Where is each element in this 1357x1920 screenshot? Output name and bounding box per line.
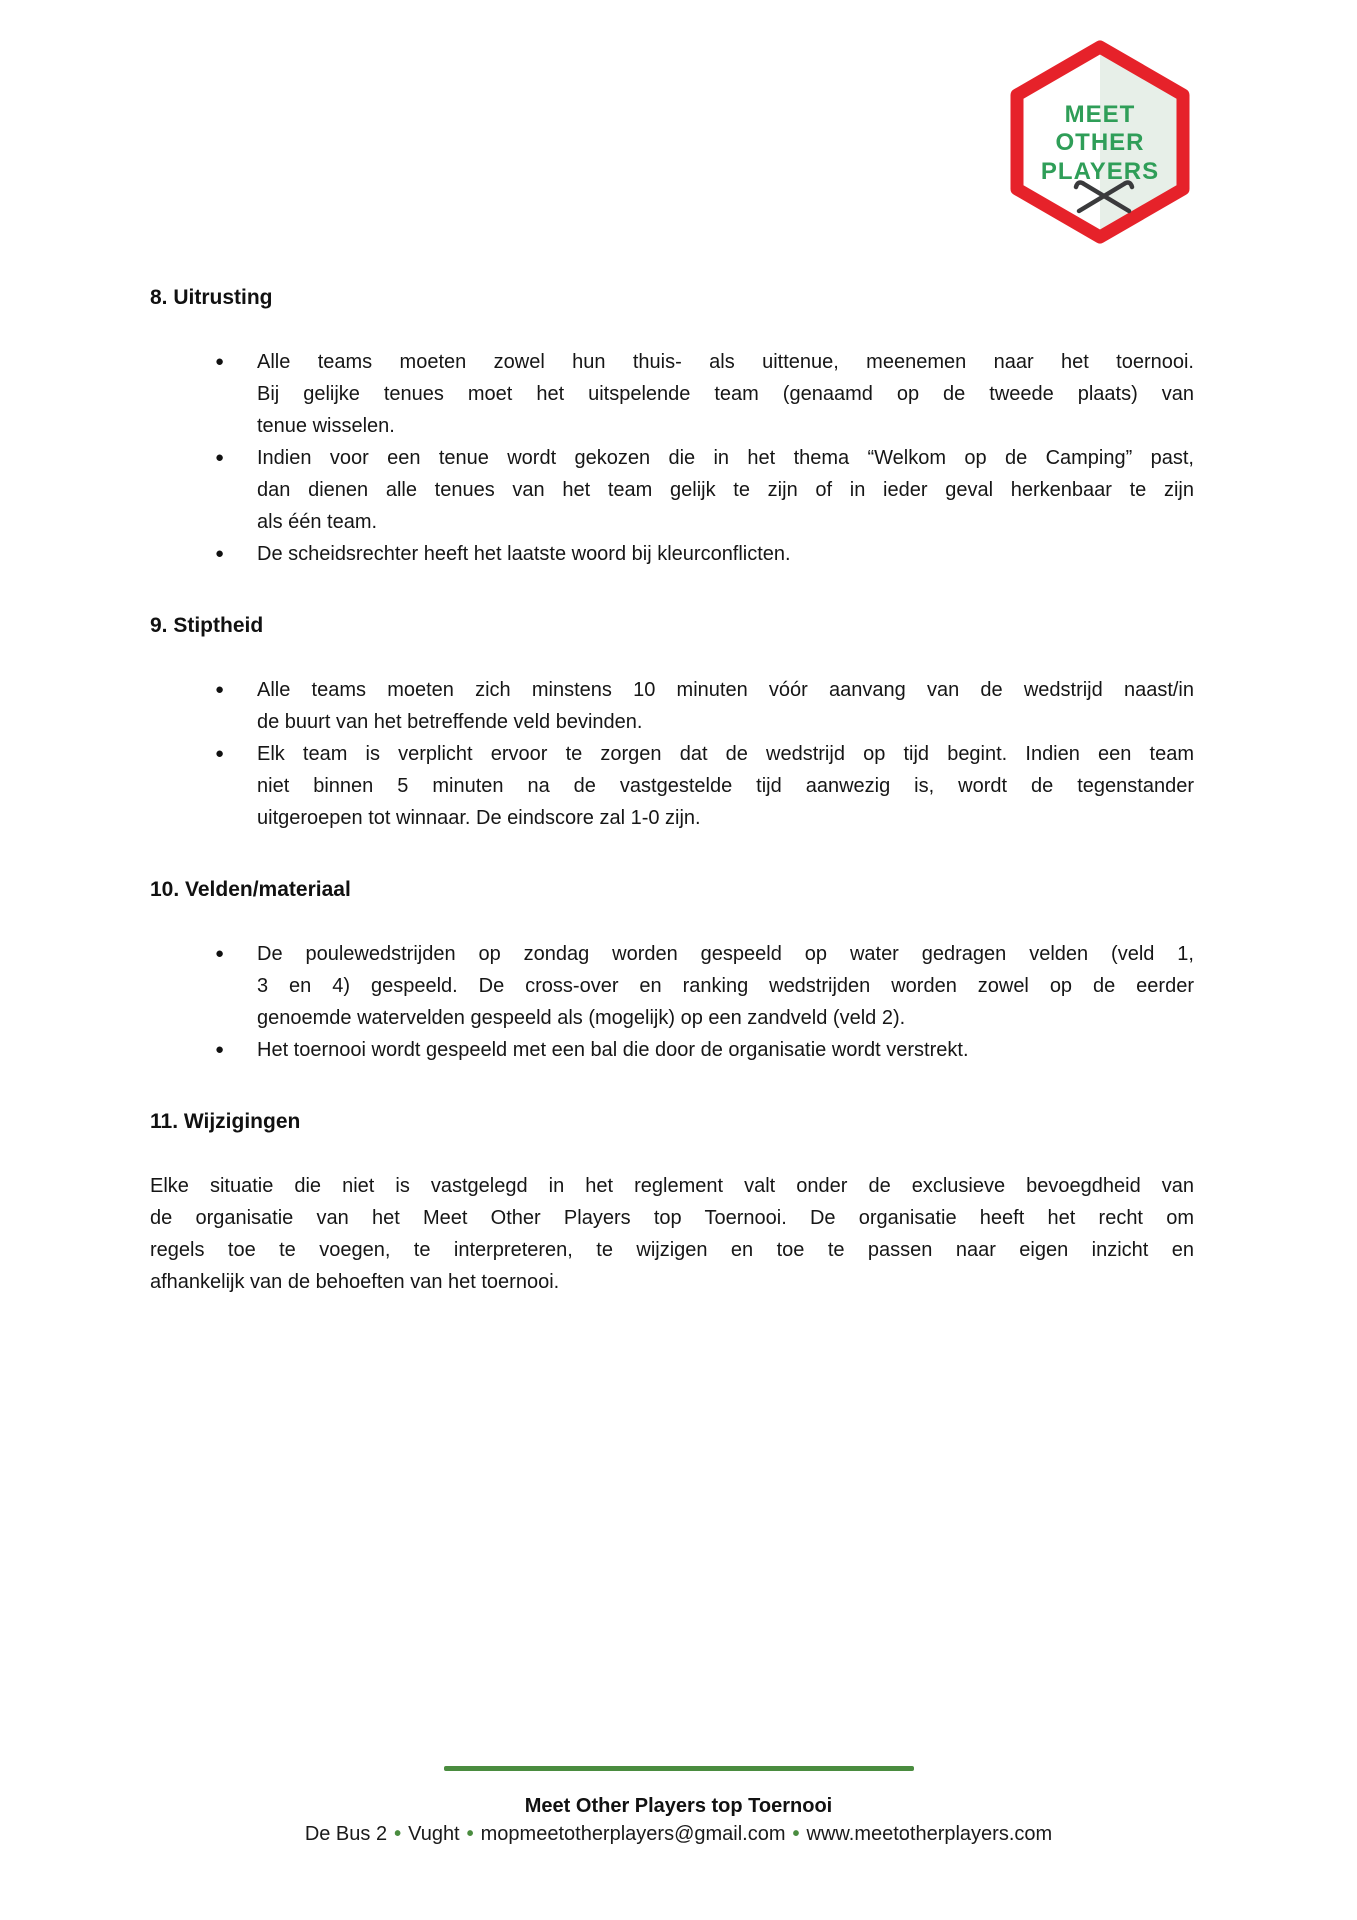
bullet-item [150, 442, 1194, 538]
footer-title: Meet Other Players top Toernooi [524, 1795, 833, 1817]
text-line: genoemde watervelden gespeeld als (mogelijk) op een zandveld (veld 2). [257, 1007, 906, 1029]
footer-address-part: mopmeetotherplayers@gmail.com [480, 1823, 786, 1845]
text-line: ● De scheidsrechter heeft het laatste woord bij kleurconflicten. [257, 543, 791, 565]
bullet-item [150, 738, 1194, 834]
text-line: regels toe te voegen, te interpreteren, te wijzigen en toe te passen naar eigen inzicht en [150, 1239, 1194, 1261]
text-line: afhankelijk van de behoeften van het toernooi. [150, 1271, 560, 1293]
meet-other-players-logo [1010, 40, 1190, 244]
text-line: Bij gelijke tenues moet het uitspelende team (genaamd op de tweede plaats) van [257, 383, 1194, 405]
section-heading: 8. Uitrusting [150, 286, 273, 309]
bullet-item [150, 1034, 1194, 1066]
bullet-item [150, 938, 1194, 1034]
bullet-list [150, 938, 1194, 1066]
footer-address-part: www.meetotherplayers.com [806, 1823, 1053, 1845]
bullet-list [150, 346, 1194, 570]
bullet-item [150, 674, 1194, 738]
bullet-item [150, 538, 1194, 570]
text-line: de organisatie van het Meet Other Players top Toernooi. De organisatie heeft het recht om [150, 1207, 1194, 1229]
document-content [150, 282, 1194, 1338]
text-line: ● Elk team is verplicht ervoor te zorgen dat de wedstrijd op tijd begint. Indien een team [257, 743, 1194, 765]
text-line: ● Het toernooi wordt gespeeld met een bal die door de organisatie wordt verstrekt. [257, 1039, 969, 1061]
text-line: dan dienen alle tenues van het team gelijk te zijn of in ieder geval herkenbaar te zijn [257, 479, 1194, 501]
text-line: de buurt van het betreffende veld bevinden. [257, 711, 643, 733]
section-heading: 11. Wijzigingen [150, 1110, 301, 1133]
text-line: ● Indien voor een tenue wordt gekozen die in het thema “Welkom op de Camping” past, [257, 447, 1194, 469]
text-line: Elke situatie die niet is vastgelegd in het reglement valt onder de exclusieve bevoegdheid van [150, 1175, 1194, 1197]
document-section [150, 1106, 1194, 1298]
logo-word-players: PLAYERS [1040, 158, 1160, 185]
hexagon-logo-graphic [1010, 40, 1190, 244]
section-paragraph [150, 1170, 1194, 1298]
text-line: ● De poulewedstrijden op zondag worden gespeeld op water gedragen velden (veld 1, [257, 943, 1194, 965]
logo-word-other: OTHER [1055, 129, 1145, 156]
bullet-item [150, 346, 1194, 442]
section-heading: 10. Velden/materiaal [150, 878, 351, 901]
document-section [150, 874, 1194, 1066]
bullet-separator: • [792, 1823, 800, 1845]
footer-address-part: Vught [408, 1823, 460, 1845]
text-line: ● Alle teams moeten zich minstens 10 minuten vóór aanvang van de wedstrijd naast/in [257, 679, 1194, 701]
bullet-separator: • [394, 1823, 402, 1845]
logo-word-meet: MEET [1064, 101, 1136, 128]
text-line: uitgeroepen tot winnaar. De eindscore zal 1-0 zijn. [257, 807, 701, 829]
text-line: als één team. [257, 511, 378, 533]
text-line: ● Alle teams moeten zowel hun thuis- als uittenue, meenemen naar het toernooi. [257, 351, 1194, 373]
document-section [150, 282, 1194, 570]
footer-address [0, 1820, 1357, 1849]
text-line: niet binnen 5 minuten na de vastgestelde tijd aanwezig is, wordt de tegenstander [257, 775, 1194, 797]
page-footer [0, 1766, 1357, 1849]
footer-address-part: De Bus 2 [304, 1823, 388, 1845]
bullet-list [150, 674, 1194, 834]
footer-divider-line [444, 1766, 914, 1771]
document-section [150, 610, 1194, 834]
text-line: tenue wisselen. [257, 415, 395, 437]
bullet-separator: • [466, 1823, 474, 1845]
section-heading: 9. Stiptheid [150, 614, 264, 637]
text-line: 3 en 4) gespeeld. De cross-over en ranking wedstrijden worden zowel op de eerder [257, 975, 1194, 997]
